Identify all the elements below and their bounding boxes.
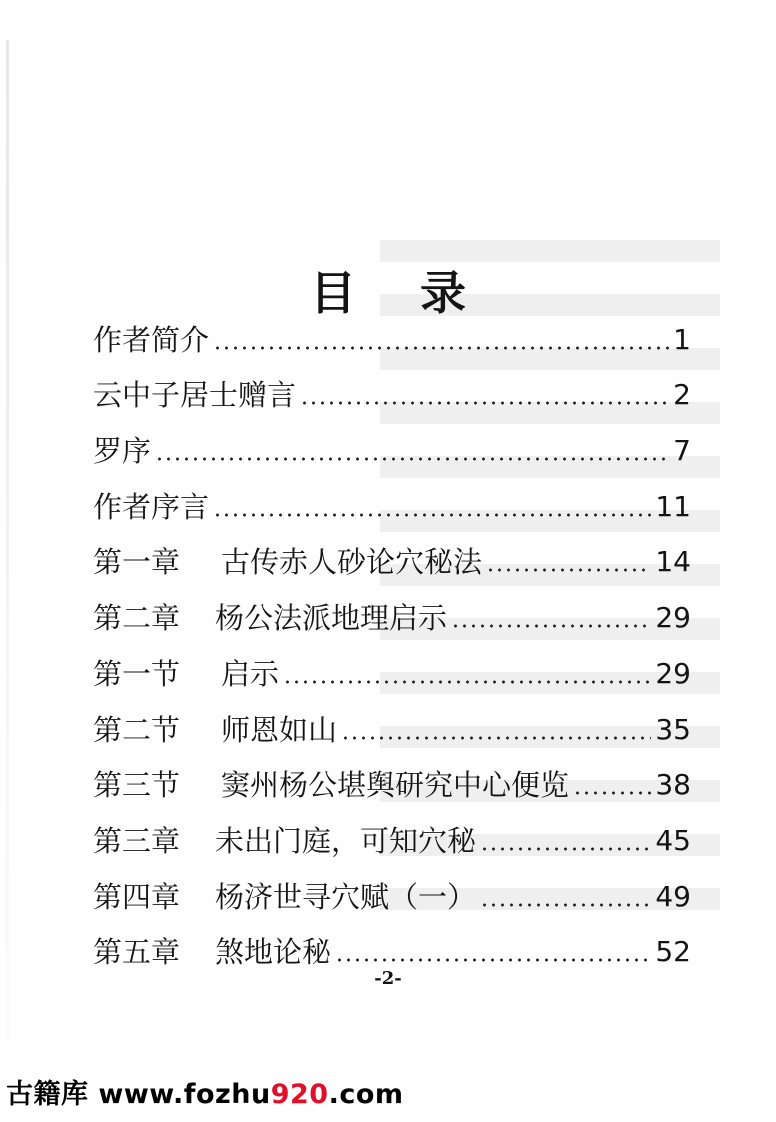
toc-entry [93,304,691,360]
toc-entry [93,415,691,471]
toc-entry [93,805,691,861]
toc-entry [93,861,691,917]
toc-entry [93,471,691,527]
toc-entry [93,750,691,806]
toc-leader-dots [451,621,651,631]
toc-entry-label: 煞地论秘 [215,935,332,970]
page-title: 目 录 [309,265,490,320]
toc-entry-label: 启示 [221,656,280,691]
toc-entry-page: 38 [655,768,691,802]
toc-entry-page: 11 [655,489,691,523]
toc-entry [93,360,691,416]
toc-entry-label: 作者序言 [93,489,210,524]
toc-leader-dots [486,565,651,575]
toc-entry-number: 第二节 [93,712,181,747]
toc-entry [93,917,691,973]
toc-entry [93,638,691,694]
toc-entry-label: 未出门庭，可知穴秘 [215,823,477,858]
toc-entry-label: 云中子居士赠言 [93,378,297,413]
toc-entry-page: 29 [655,601,691,635]
toc-entry-label: 杨济世寻穴赋（一） [215,879,477,914]
toc-entry-number: 第一节 [93,656,181,691]
toc-entry [93,527,691,583]
watermark-suffix: .com [328,1079,404,1110]
toc-entry-label: 窦州杨公堪舆研究中心便览 [221,768,570,803]
watermark-highlight: 920 [270,1079,329,1110]
toc-leader-dots [480,900,651,910]
toc-entry-label: 师恩如山 [221,712,338,747]
toc-entry-number: 第五章 [93,935,181,970]
toc-entry-page: 1 [673,322,691,356]
toc-entry-page: 45 [655,823,691,857]
toc-entry-label: 古传赤人砂论穴秘法 [221,545,483,580]
table-of-contents [93,304,691,972]
toc-entry-number: 第一章 [93,545,181,580]
toc-leader-dots [335,955,651,965]
toc-leader-dots [213,510,651,520]
toc-entry-number: 第四章 [93,879,181,914]
toc-leader-dots [573,788,651,798]
toc-entry-page: 52 [655,935,691,969]
toc-leader-dots [341,733,651,743]
toc-leader-dots [480,844,651,854]
toc-leader-dots [283,677,651,687]
toc-entry-label: 罗序 [93,434,152,469]
toc-entry-page: 7 [673,434,691,468]
toc-entry [93,694,691,750]
toc-entry-page: 29 [655,656,691,690]
page-number: -2- [374,968,402,989]
toc-entry-page: 35 [655,712,691,746]
toc-leader-dots [155,454,669,464]
watermark-prefix: 古籍库 www.fozhu [6,1079,271,1110]
toc-entry-number: 第三章 [93,823,181,858]
toc-leader-dots [300,398,669,408]
page-edge-shadow [6,40,9,1040]
toc-entry-page: 14 [655,545,691,579]
toc-leader-dots [213,343,669,353]
toc-entry-page: 49 [655,879,691,913]
site-watermark [6,1072,404,1111]
toc-entry-number: 第二章 [93,601,181,636]
toc-entry-label: 作者简介 [93,322,210,357]
toc-entry-label: 杨公法派地理启示 [215,601,448,636]
toc-entry-page: 2 [673,378,691,412]
toc-entry [93,582,691,638]
toc-entry-number: 第三节 [93,768,181,803]
